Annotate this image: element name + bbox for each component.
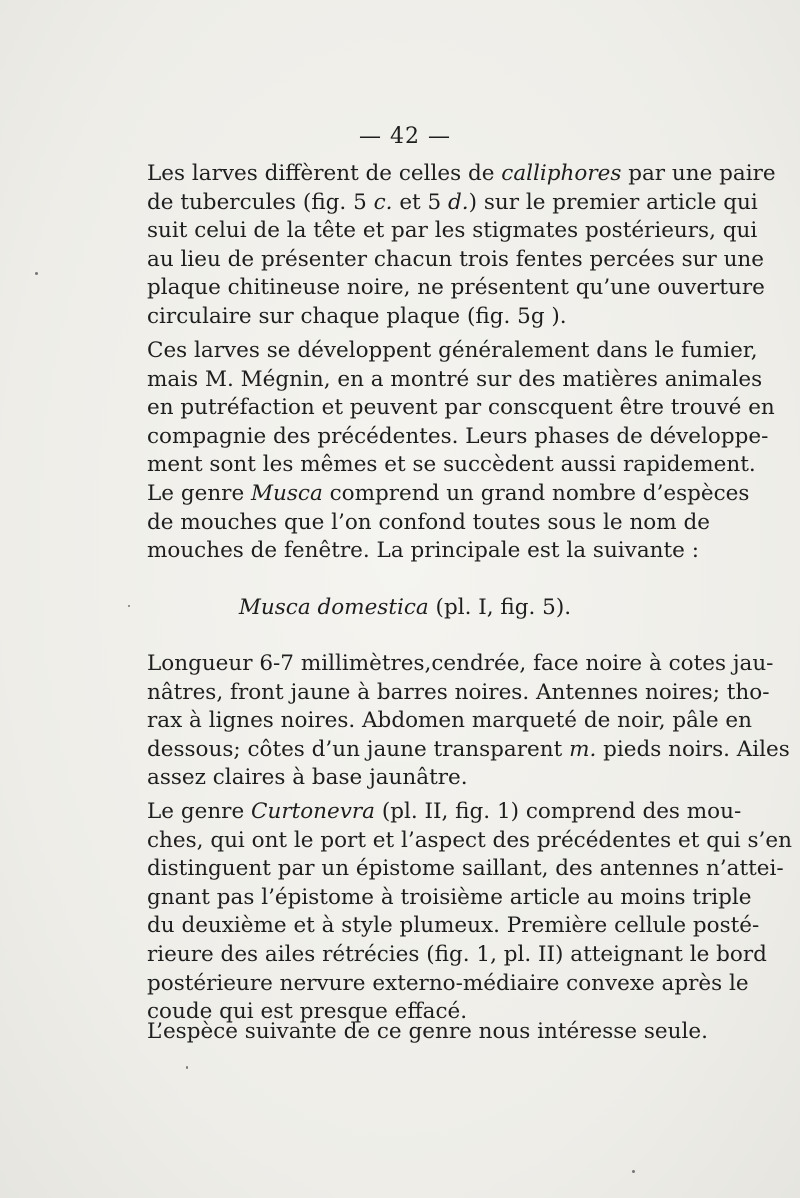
text-line [121,366,763,395]
text-run: de mouches que l’on confond toutes sous le nom de [147,509,710,535]
text-line [121,1018,708,1047]
text-line [121,246,764,275]
text-line [121,423,769,452]
text-line [121,707,752,736]
text-run: mouches de fenêtre. La principale est la suivante : [147,538,699,564]
text-line [121,798,742,827]
text-run: en putréfaction et peuvent par conscquent être trouvé en [147,395,775,421]
paragraph-genus-curtonevra [121,798,792,1027]
text-run: plaque chitineuse noire, ne présentent qu’une ouverture [147,275,765,301]
text-line [121,764,695,793]
text-run: assez claires à base jaunâtre. [147,765,468,791]
text-line [121,884,752,913]
paragraph-musca-domestica [121,650,790,793]
text-run: rax à lignes noires. Abdomen marqueté de noir, pâle en [147,708,752,734]
text-line [121,736,790,765]
paper-speck [632,1170,635,1173]
text-line [121,451,756,480]
text-run: Le genre [147,799,252,824]
text-line [121,650,774,679]
species-heading [0,595,800,620]
text-run: coude qui est presque effacé. [147,999,468,1025]
italic-text: Musca [251,481,323,506]
text-run: dessous; côtes d’un jaune transparent [147,736,570,762]
text-run: ) sur le premier article qui [468,189,758,215]
text-line [121,970,749,999]
text-line [121,480,750,509]
paragraph-larvae-development [121,337,775,480]
text-run: ment sont les mêmes et se succèdent aussi rapidement. [147,452,756,478]
text-run: postérieure nervure externo-médiaire convexe après le [147,970,749,996]
text-run: et 5 [392,189,449,215]
text-run: distinguent par un épistome saillant, des antennes n’attei- [147,856,784,882]
text-line [121,679,770,708]
text-run: suit celui de la tête et par les stigmates postérieurs, qui [147,218,758,244]
paper-speck [128,605,130,607]
paper-speck [35,272,38,275]
text-line [121,303,695,332]
text-run: compagnie des précédentes. Leurs phases de développe- [147,423,769,449]
text-line [121,855,784,884]
text-run: pieds noirs. Ailes [596,736,790,762]
text-line [121,337,758,366]
italic-text: d. [448,189,469,215]
text-run: Longueur 6-7 millimètres,cendrée, face noire à cotes jau- [147,651,774,676]
text-run: (pl. I, fig. 5). [428,595,572,620]
text-run: comprend un grand nombre d’espèces [322,481,750,506]
text-line [121,160,776,189]
paragraph-following-species [121,1018,708,1047]
paper-speck [186,1066,188,1069]
text-run: gnant pas l’épistome à troisième article au moins triple [147,884,752,910]
text-line [121,189,758,218]
text-line [121,509,710,538]
page-number: — 42 — [359,124,451,149]
italic-text: c. [373,189,393,215]
text-line [121,217,758,246]
paragraph-larvae-description [121,160,776,332]
text-line [121,274,765,303]
text-run: circulaire sur chaque plaque (fig. 5g ). [147,303,567,329]
text-run: Les larves diffèrent de celles de [147,161,502,186]
text-line [121,941,767,970]
italic-text: Musca domestica [238,595,429,620]
text-line [121,912,760,941]
text-run: du deuxième et à style plumeux. Première cellule posté- [147,913,760,939]
italic-text: Curtonevra [251,799,375,824]
text-run: nâtres, front jaune à barres noires. Antennes noires; tho- [147,679,770,705]
text-run: par une paire [621,161,776,186]
text-line [121,537,699,566]
italic-text: m. [569,736,597,762]
text-run: mais M. Mégnin, en a montré sur des matières animales [147,366,763,392]
text-line [121,827,792,856]
text-run: L’espèce suivante de ce genre nous intéresse seule. [147,1019,708,1044]
text-run: Ces larves se développent généralement dans le fumier, [147,338,758,363]
text-run: rieure des ailes rétrécies (fig. 1, pl. II) atteignant le bord [147,941,767,967]
italic-text: calliphores [501,161,622,186]
text-line [121,394,775,423]
paragraph-genus-musca [121,480,750,566]
text-run: Le genre [147,481,252,506]
text-run: (pl. II, fig. 1) comprend des mou- [375,799,742,824]
text-run: ches, qui ont le port et l’aspect des précédentes et qui s’en [147,827,792,853]
text-run: au lieu de présenter chacun trois fentes percées sur une [147,246,764,272]
text-run: de tubercules (fig. 5 [147,189,374,215]
